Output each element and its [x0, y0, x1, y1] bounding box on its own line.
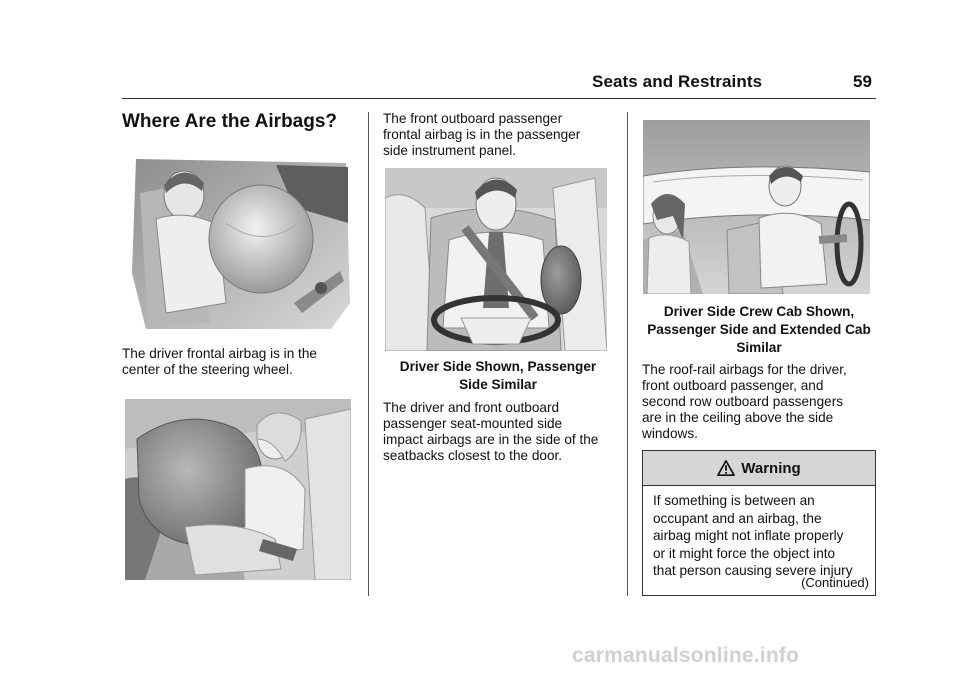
- crew-cab-caption: [636, 303, 882, 357]
- warning-triangle-icon: [717, 459, 735, 477]
- text-line: windows.: [642, 426, 698, 441]
- text-line: occupant and an airbag, the: [653, 510, 822, 526]
- text-line: frontal airbag is in the passenger: [383, 127, 581, 142]
- text-line: that person causing severe injury: [653, 563, 853, 578]
- header-divider: [122, 98, 876, 99]
- text-line: center of the steering wheel.: [122, 362, 293, 377]
- caption-line: Side Similar: [459, 377, 537, 392]
- text-line: passenger seat-mounted side: [383, 416, 563, 431]
- column-divider-left: [368, 112, 369, 596]
- text-line: second row outboard passengers: [642, 394, 844, 409]
- driver-side-caption: [386, 358, 610, 394]
- driver-frontal-airbag-illustration: [126, 153, 352, 329]
- watermark: carmanualsonline.info: [572, 644, 800, 667]
- passenger-airbag-paragraph: [383, 111, 580, 159]
- column-divider-right: [627, 112, 628, 596]
- roof-rail-airbag-illustration: [643, 120, 870, 294]
- text-line: impact airbags are in the side of the: [383, 432, 599, 447]
- text-line: The front outboard passenger: [383, 111, 563, 126]
- text-line: seatbacks closest to the door.: [383, 448, 563, 463]
- warning-body: [653, 492, 869, 580]
- text-line: or it might force the object into: [653, 545, 836, 561]
- caption-line: Driver Side Shown, Passenger: [399, 359, 597, 374]
- text-line: front outboard passenger, and: [642, 378, 824, 393]
- text-line: If something is between an: [653, 493, 815, 508]
- roof-rail-paragraph: [642, 362, 847, 442]
- running-header-title: Seats and Restraints: [592, 72, 763, 91]
- text-line: The roof-rail airbags for the driver,: [642, 362, 847, 377]
- caption-line: Passenger Side and Extended Cab: [647, 322, 871, 337]
- caption-line: Driver Side Crew Cab Shown,: [663, 304, 855, 319]
- warning-title: Warning: [741, 459, 801, 477]
- text-line: airbag might not inflate properly: [653, 528, 844, 543]
- seat-side-airbag-illustration: [125, 399, 351, 580]
- text-line: The driver and front outboard: [383, 400, 560, 415]
- page-number: 59: [853, 72, 872, 91]
- text-line: are in the ceiling above the side: [642, 410, 834, 425]
- caption-line: Similar: [736, 340, 782, 355]
- text-line: The driver frontal airbag is in the: [122, 346, 317, 361]
- driver-airbag-paragraph: [122, 346, 317, 378]
- continued-note: (Continued): [801, 575, 869, 590]
- driver-seated-illustration: [385, 168, 607, 351]
- warning-box: [642, 450, 876, 596]
- section-heading: Where Are the Airbags?: [122, 111, 338, 132]
- side-impact-paragraph: [383, 400, 598, 464]
- warning-header: [643, 451, 875, 486]
- text-line: side instrument panel.: [383, 143, 516, 158]
